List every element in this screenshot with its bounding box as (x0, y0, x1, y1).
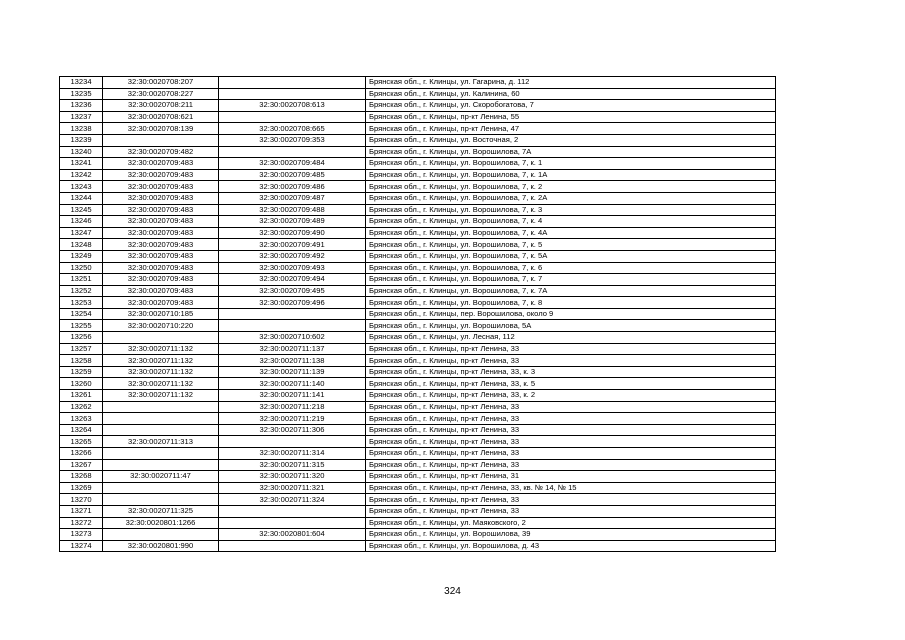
cadastral-number-cell: 32:30:0020711:132 (103, 343, 219, 355)
object-cadastral-number-cell (219, 436, 366, 448)
address-cell: Брянская обл., г. Клинцы, ул. Ворошилова, 7, к. 7 (366, 274, 776, 286)
row-number-cell: 13241 (60, 158, 103, 170)
row-number-cell: 13256 (60, 332, 103, 344)
object-cadastral-number-cell (219, 505, 366, 517)
object-cadastral-number-cell: 32:30:0020711:140 (219, 378, 366, 390)
cadastral-number-cell (103, 332, 219, 344)
row-number-cell: 13267 (60, 459, 103, 471)
table-row (60, 540, 776, 552)
row-number-cell: 13253 (60, 297, 103, 309)
row-number-cell: 13234 (60, 77, 103, 89)
address-cell: Брянская обл., г. Клинцы, ул. Ворошилова, 39 (366, 529, 776, 541)
object-cadastral-number-cell: 32:30:0020709:491 (219, 239, 366, 251)
address-cell: Брянская обл., г. Клинцы, пр-кт Ленина, 33 (366, 448, 776, 460)
cadastral-number-cell: 32:30:0020709:483 (103, 274, 219, 286)
object-cadastral-number-cell: 32:30:0020711:138 (219, 355, 366, 367)
object-cadastral-number-cell: 32:30:0020709:486 (219, 181, 366, 193)
address-cell: Брянская обл., г. Клинцы, ул. Ворошилова, 7, к. 4А (366, 227, 776, 239)
table-row (60, 401, 776, 413)
table-row (60, 227, 776, 239)
cadastral-number-cell: 32:30:0020709:483 (103, 216, 219, 228)
row-number-cell: 13242 (60, 169, 103, 181)
object-cadastral-number-cell: 32:30:0020709:494 (219, 274, 366, 286)
table-row (60, 424, 776, 436)
row-number-cell: 13244 (60, 192, 103, 204)
row-number-cell: 13269 (60, 482, 103, 494)
object-cadastral-number-cell: 32:30:0020710:602 (219, 332, 366, 344)
cadastral-number-cell: 32:30:0020801:990 (103, 540, 219, 552)
object-cadastral-number-cell (219, 540, 366, 552)
object-cadastral-number-cell: 32:30:0020709:484 (219, 158, 366, 170)
address-cell: Брянская обл., г. Клинцы, ул. Ворошилова, д. 43 (366, 540, 776, 552)
table-row (60, 250, 776, 262)
row-number-cell: 13273 (60, 529, 103, 541)
row-number-cell: 13254 (60, 308, 103, 320)
cadastral-number-cell: 32:30:0020709:483 (103, 192, 219, 204)
address-cell: Брянская обл., г. Клинцы, ул. Ворошилова, 7, к. 1А (366, 169, 776, 181)
table-row (60, 158, 776, 170)
object-cadastral-number-cell: 32:30:0020711:219 (219, 413, 366, 425)
object-cadastral-number-cell: 32:30:0020711:314 (219, 448, 366, 460)
table-row (60, 459, 776, 471)
table-row (60, 413, 776, 425)
row-number-cell: 13237 (60, 111, 103, 123)
cadastral-number-cell: 32:30:0020711:47 (103, 471, 219, 483)
object-cadastral-number-cell (219, 77, 366, 89)
cadastral-number-cell: 32:30:0020708:621 (103, 111, 219, 123)
row-number-cell: 13245 (60, 204, 103, 216)
cadastral-number-cell: 32:30:0020711:132 (103, 366, 219, 378)
row-number-cell: 13247 (60, 227, 103, 239)
cadastral-number-cell: 32:30:0020709:483 (103, 239, 219, 251)
cadastral-number-cell (103, 134, 219, 146)
table-row (60, 332, 776, 344)
cadastral-number-cell: 32:30:0020709:482 (103, 146, 219, 158)
row-number-cell: 13235 (60, 88, 103, 100)
address-cell: Брянская обл., г. Клинцы, пр-кт Ленина, 47 (366, 123, 776, 135)
address-cell: Брянская обл., г. Клинцы, ул. Ворошилова, 7, к. 4 (366, 216, 776, 228)
row-number-cell: 13261 (60, 390, 103, 402)
address-cell: Брянская обл., г. Клинцы, ул. Ворошилова, 7, к. 3 (366, 204, 776, 216)
table-row (60, 297, 776, 309)
object-cadastral-number-cell: 32:30:0020711:320 (219, 471, 366, 483)
object-cadastral-number-cell: 32:30:0020709:493 (219, 262, 366, 274)
row-number-cell: 13252 (60, 285, 103, 297)
row-number-cell: 13240 (60, 146, 103, 158)
object-cadastral-number-cell: 32:30:0020709:353 (219, 134, 366, 146)
address-cell: Брянская обл., г. Клинцы, пр-кт Ленина, 33, кв. № 14, № 15 (366, 482, 776, 494)
cadastral-number-cell: 32:30:0020708:207 (103, 77, 219, 89)
table-row (60, 366, 776, 378)
address-cell: Брянская обл., г. Клинцы, ул. Ворошилова, 7А (366, 146, 776, 158)
table-row (60, 262, 776, 274)
cadastral-number-cell: 32:30:0020709:483 (103, 250, 219, 262)
object-cadastral-number-cell: 32:30:0020709:488 (219, 204, 366, 216)
table-row (60, 111, 776, 123)
row-number-cell: 13268 (60, 471, 103, 483)
address-cell: Брянская обл., г. Клинцы, пр-кт Ленина, 33 (366, 436, 776, 448)
table-row (60, 239, 776, 251)
address-cell: Брянская обл., г. Клинцы, ул. Лесная, 112 (366, 332, 776, 344)
address-cell: Брянская обл., г. Клинцы, пр-кт Ленина, 55 (366, 111, 776, 123)
table-row (60, 471, 776, 483)
cadastral-number-cell: 32:30:0020709:483 (103, 181, 219, 193)
cadastral-number-cell (103, 529, 219, 541)
cadastral-number-cell: 32:30:0020708:227 (103, 88, 219, 100)
row-number-cell: 13274 (60, 540, 103, 552)
address-cell: Брянская обл., г. Клинцы, ул. Ворошилова, 5А (366, 320, 776, 332)
address-cell: Брянская обл., г. Клинцы, ул. Гагарина, д. 112 (366, 77, 776, 89)
cadastral-number-cell: 32:30:0020801:1266 (103, 517, 219, 529)
row-number-cell: 13249 (60, 250, 103, 262)
address-cell: Брянская обл., г. Клинцы, пр-кт Ленина, 33, к. 3 (366, 366, 776, 378)
row-number-cell: 13272 (60, 517, 103, 529)
address-cell: Брянская обл., г. Клинцы, ул. Ворошилова, 7, к. 8 (366, 297, 776, 309)
row-number-cell: 13239 (60, 134, 103, 146)
address-cell: Брянская обл., г. Клинцы, пер. Ворошилова, около 9 (366, 308, 776, 320)
table-row (60, 308, 776, 320)
address-cell: Брянская обл., г. Клинцы, ул. Восточная, 2 (366, 134, 776, 146)
row-number-cell: 13264 (60, 424, 103, 436)
table-row (60, 77, 776, 89)
row-number-cell: 13260 (60, 378, 103, 390)
row-number-cell: 13236 (60, 100, 103, 112)
cadastral-number-cell: 32:30:0020709:483 (103, 297, 219, 309)
address-cell: Брянская обл., г. Клинцы, пр-кт Ленина, 33, к. 5 (366, 378, 776, 390)
row-number-cell: 13255 (60, 320, 103, 332)
cadastral-number-cell (103, 401, 219, 413)
cadastral-number-cell (103, 424, 219, 436)
table-row (60, 505, 776, 517)
address-cell: Брянская обл., г. Клинцы, ул. Маяковского, 2 (366, 517, 776, 529)
address-cell: Брянская обл., г. Клинцы, ул. Калинина, 60 (366, 88, 776, 100)
address-cell: Брянская обл., г. Клинцы, пр-кт Ленина, 33 (366, 355, 776, 367)
object-cadastral-number-cell: 32:30:0020711:324 (219, 494, 366, 506)
object-cadastral-number-cell: 32:30:0020708:613 (219, 100, 366, 112)
object-cadastral-number-cell (219, 146, 366, 158)
row-number-cell: 13238 (60, 123, 103, 135)
object-cadastral-number-cell: 32:30:0020711:137 (219, 343, 366, 355)
row-number-cell: 13265 (60, 436, 103, 448)
cadastral-number-cell: 32:30:0020711:132 (103, 378, 219, 390)
table-row (60, 285, 776, 297)
object-cadastral-number-cell (219, 308, 366, 320)
table-row (60, 100, 776, 112)
table-row (60, 204, 776, 216)
cadastral-number-cell: 32:30:0020711:132 (103, 390, 219, 402)
cadastral-number-cell: 32:30:0020709:483 (103, 262, 219, 274)
cadastral-number-cell: 32:30:0020709:483 (103, 227, 219, 239)
object-cadastral-number-cell: 32:30:0020801:604 (219, 529, 366, 541)
table-row (60, 517, 776, 529)
table-row (60, 355, 776, 367)
table-row (60, 494, 776, 506)
cadastral-number-cell: 32:30:0020709:483 (103, 285, 219, 297)
row-number-cell: 13258 (60, 355, 103, 367)
table-row (60, 448, 776, 460)
table-row (60, 482, 776, 494)
cadastral-number-cell (103, 448, 219, 460)
object-cadastral-number-cell: 32:30:0020709:490 (219, 227, 366, 239)
address-cell: Брянская обл., г. Клинцы, пр-кт Ленина, 33, к. 2 (366, 390, 776, 402)
cadastral-number-cell: 32:30:0020711:325 (103, 505, 219, 517)
object-cadastral-number-cell: 32:30:0020711:321 (219, 482, 366, 494)
address-cell: Брянская обл., г. Клинцы, ул. Ворошилова, 7, к. 7А (366, 285, 776, 297)
address-cell: Брянская обл., г. Клинцы, пр-кт Ленина, 33 (366, 505, 776, 517)
page-number: 324 (444, 586, 461, 597)
row-number-cell: 13263 (60, 413, 103, 425)
address-cell: Брянская обл., г. Клинцы, пр-кт Ленина, 33 (366, 413, 776, 425)
table-row (60, 169, 776, 181)
row-number-cell: 13246 (60, 216, 103, 228)
cadastral-number-cell: 32:30:0020708:211 (103, 100, 219, 112)
object-cadastral-number-cell: 32:30:0020708:665 (219, 123, 366, 135)
cadastral-number-cell (103, 482, 219, 494)
table-row (60, 134, 776, 146)
object-cadastral-number-cell (219, 320, 366, 332)
cadastral-number-cell: 32:30:0020708:139 (103, 123, 219, 135)
address-cell: Брянская обл., г. Клинцы, ул. Скоробогатова, 7 (366, 100, 776, 112)
cadastral-number-cell: 32:30:0020710:185 (103, 308, 219, 320)
table-row (60, 274, 776, 286)
row-number-cell: 13270 (60, 494, 103, 506)
address-cell: Брянская обл., г. Клинцы, ул. Ворошилова, 7, к. 1 (366, 158, 776, 170)
object-cadastral-number-cell (219, 517, 366, 529)
table-row (60, 123, 776, 135)
address-cell: Брянская обл., г. Клинцы, пр-кт Ленина, 33 (366, 494, 776, 506)
table-row (60, 343, 776, 355)
object-cadastral-number-cell (219, 111, 366, 123)
table-row (60, 192, 776, 204)
address-cell: Брянская обл., г. Клинцы, ул. Ворошилова, 7, к. 6 (366, 262, 776, 274)
address-cell: Брянская обл., г. Клинцы, ул. Ворошилова, 7, к. 5 (366, 239, 776, 251)
object-cadastral-number-cell: 32:30:0020709:496 (219, 297, 366, 309)
cadastral-number-cell (103, 494, 219, 506)
table-row (60, 529, 776, 541)
cadastral-number-cell: 32:30:0020711:132 (103, 355, 219, 367)
table-row (60, 216, 776, 228)
row-number-cell: 13248 (60, 239, 103, 251)
table-row (60, 146, 776, 158)
table-row (60, 88, 776, 100)
row-number-cell: 13271 (60, 505, 103, 517)
table-row (60, 390, 776, 402)
cadastral-number-cell (103, 413, 219, 425)
cadastral-number-cell: 32:30:0020709:483 (103, 204, 219, 216)
address-cell: Брянская обл., г. Клинцы, пр-кт Ленина, 31 (366, 471, 776, 483)
address-cell: Брянская обл., г. Клинцы, ул. Ворошилова, 7, к. 5А (366, 250, 776, 262)
row-number-cell: 13250 (60, 262, 103, 274)
address-cell: Брянская обл., г. Клинцы, ул. Ворошилова, 7, к. 2А (366, 192, 776, 204)
cadastral-number-cell: 32:30:0020711:313 (103, 436, 219, 448)
cadastral-number-cell: 32:30:0020709:483 (103, 169, 219, 181)
address-cell: Брянская обл., г. Клинцы, пр-кт Ленина, 33 (366, 459, 776, 471)
registry-table-body (60, 77, 776, 552)
row-number-cell: 13257 (60, 343, 103, 355)
object-cadastral-number-cell (219, 88, 366, 100)
object-cadastral-number-cell: 32:30:0020709:492 (219, 250, 366, 262)
object-cadastral-number-cell: 32:30:0020709:495 (219, 285, 366, 297)
object-cadastral-number-cell: 32:30:0020711:141 (219, 390, 366, 402)
object-cadastral-number-cell: 32:30:0020711:315 (219, 459, 366, 471)
row-number-cell: 13251 (60, 274, 103, 286)
row-number-cell: 13266 (60, 448, 103, 460)
object-cadastral-number-cell: 32:30:0020711:306 (219, 424, 366, 436)
object-cadastral-number-cell: 32:30:0020711:218 (219, 401, 366, 413)
address-cell: Брянская обл., г. Клинцы, пр-кт Ленина, 33 (366, 424, 776, 436)
table-row (60, 378, 776, 390)
cadastral-number-cell: 32:30:0020709:483 (103, 158, 219, 170)
cadastral-number-cell (103, 459, 219, 471)
object-cadastral-number-cell: 32:30:0020709:489 (219, 216, 366, 228)
registry-table (59, 76, 776, 552)
object-cadastral-number-cell: 32:30:0020709:485 (219, 169, 366, 181)
row-number-cell: 13259 (60, 366, 103, 378)
row-number-cell: 13262 (60, 401, 103, 413)
address-cell: Брянская обл., г. Клинцы, пр-кт Ленина, 33 (366, 343, 776, 355)
address-cell: Брянская обл., г. Клинцы, пр-кт Ленина, 33 (366, 401, 776, 413)
cadastral-number-cell: 32:30:0020710:220 (103, 320, 219, 332)
table-row (60, 181, 776, 193)
object-cadastral-number-cell: 32:30:0020711:139 (219, 366, 366, 378)
object-cadastral-number-cell: 32:30:0020709:487 (219, 192, 366, 204)
table-row (60, 436, 776, 448)
row-number-cell: 13243 (60, 181, 103, 193)
address-cell: Брянская обл., г. Клинцы, ул. Ворошилова, 7, к. 2 (366, 181, 776, 193)
table-row (60, 320, 776, 332)
